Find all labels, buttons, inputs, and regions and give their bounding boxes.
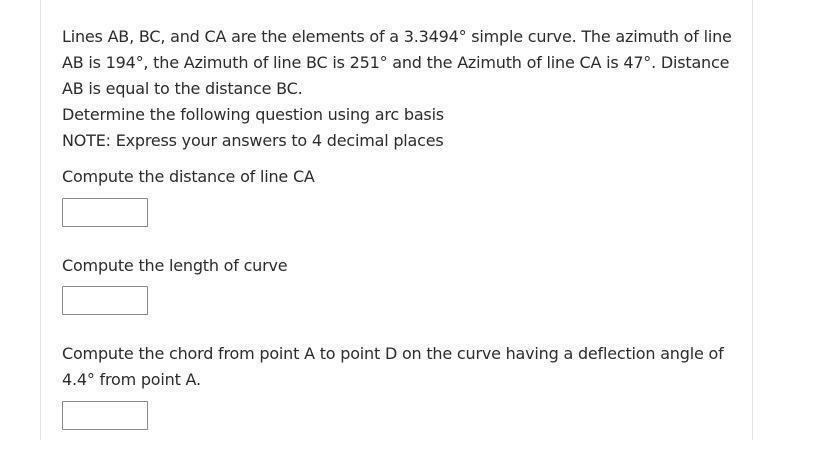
question-1-text: Compute the distance of line CA <box>62 167 315 186</box>
instruction-text: Determine the following question using arc basis <box>62 105 444 124</box>
problem-line-1: Lines AB, BC, and CA are the elements of a 3.3494° simple curve. The azimuth of line <box>62 27 732 46</box>
answer-input-chord-ad[interactable] <box>62 401 148 430</box>
problem-line-3: AB is equal to the distance BC. <box>62 79 303 98</box>
answer-input-distance-ca[interactable] <box>62 198 148 227</box>
note-text: NOTE: Express your answers to 4 decimal places <box>62 131 444 150</box>
question-3-line-2: 4.4° from point A. <box>62 370 201 389</box>
question-3-line-1: Compute the chord from point A to point D on the curve having a deflection angle of <box>62 344 724 363</box>
problem-line-2: AB is 194°, the Azimuth of line BC is 251° and the Azimuth of line CA is 47°. Distance <box>62 53 730 72</box>
answer-input-curve-length[interactable] <box>62 286 148 315</box>
question-2-text: Compute the length of curve <box>62 256 288 275</box>
